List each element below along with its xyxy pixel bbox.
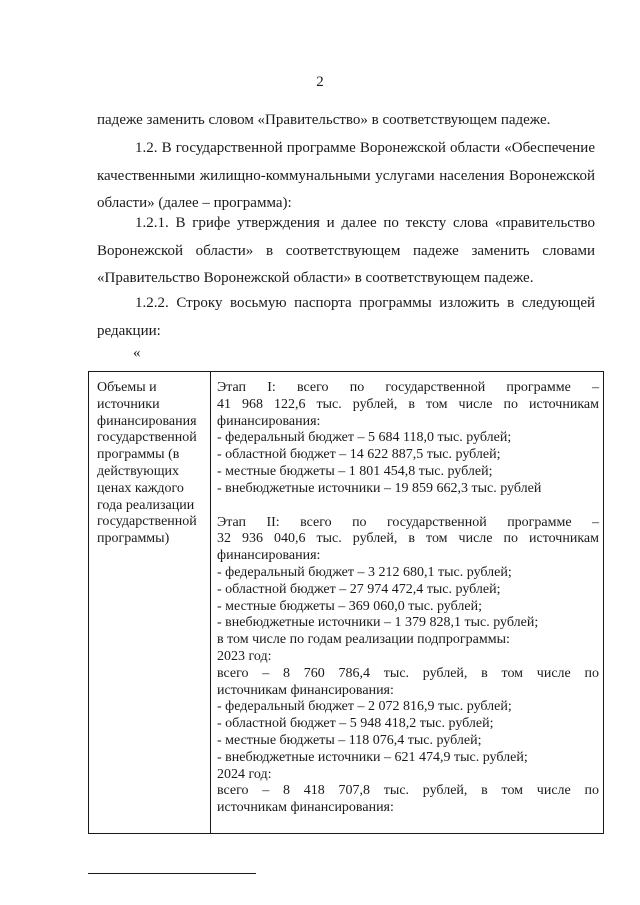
stage1-line1: Этап I: всего по государственной программе –	[217, 380, 599, 395]
paragraph-1-2-2: 1.2.2. Строку восьмую паспорта программы изложить в следующей редакции:	[97, 295, 595, 339]
stage-gap	[217, 498, 599, 515]
stage1-extrabudget: - внебюджетные источники – 19 859 662,3 тыс. рублей	[217, 480, 542, 496]
y2023-extrabudget: - внебюджетные источники – 621 474,9 тыс. рублей;	[217, 749, 528, 765]
y2024-total-line2: источникам финансирования:	[217, 800, 394, 816]
table-left-cell: Объемы и источники финансирования государственной программы (в действующих ценах каждого года реализации государственной программы)	[97, 380, 197, 547]
passport-table	[88, 371, 604, 834]
stage2-local: - местные бюджеты – 369 060,0 тыс. рублей;	[217, 598, 482, 614]
stage1-line3: финансирования:	[217, 413, 321, 429]
y2023-local: - местные бюджеты – 118 076,4 тыс. рублей;	[217, 732, 482, 748]
stage2-line1: Этап II: всего по государственной программе –	[217, 514, 599, 530]
stage1-regional: - областной бюджет – 14 622 887,5 тыс. рублей;	[217, 447, 501, 463]
footnote-separator	[88, 873, 256, 874]
table-column-divider	[210, 372, 211, 833]
y2023-federal: - федеральный бюджет – 2 072 816,9 тыс. рублей;	[217, 699, 512, 715]
table-right-cell	[217, 380, 599, 817]
stage1-federal: - федеральный бюджет – 5 684 118,0 тыс. рублей;	[217, 430, 512, 446]
paragraph-continuation: падеже заменить словом «Правительство» в соответствующем падеже.	[97, 112, 551, 128]
y2023-total-line1: всего – 8 760 786,4 тыс. рублей, в том числе по	[217, 665, 599, 681]
year-2023: 2023 год:	[217, 648, 272, 664]
stage2-line2: 32 936 040,6 тыс. рублей, в том числе по источникам	[217, 531, 599, 547]
stage2-federal: - федеральный бюджет – 3 212 680,1 тыс. рублей;	[217, 564, 512, 580]
year-2024: 2024 год:	[217, 766, 272, 782]
y2023-regional: - областной бюджет – 5 948 418,2 тыс. рублей;	[217, 716, 494, 732]
paragraph-1-2-1: 1.2.1. В грифе утверждения и далее по тексту слова «правительство Воронежской области» в соответствующем падеже заменить словами «Правительство Воронежской области» в соответствующем падеже.	[97, 215, 595, 286]
stage2-regional: - областной бюджет – 27 974 472,4 тыс. рублей;	[217, 581, 501, 597]
open-quote: «	[133, 345, 141, 361]
stage1-local: - местные бюджеты – 1 801 454,8 тыс. рублей;	[217, 463, 493, 479]
y2023-total-line2: источникам финансирования:	[217, 682, 394, 698]
stage1-line2: 41 968 122,6 тыс. рублей, в том числе по источникам	[217, 396, 599, 412]
stage2-by-years: в том числе по годам реализации подпрограммы:	[217, 632, 510, 648]
y2024-total-line1: всего – 8 418 707,8 тыс. рублей, в том числе по	[217, 783, 599, 799]
page-number: 2	[316, 74, 324, 90]
paragraph-1-2: 1.2. В государственной программе Воронежской области «Обеспечение качественными жилищно-коммунальными услугами населения Воронежской области» (далее – программа):	[97, 140, 595, 211]
stage2-line3: финансирования:	[217, 548, 321, 564]
stage2-extrabudget: - внебюджетные источники – 1 379 828,1 тыс. рублей;	[217, 615, 539, 631]
